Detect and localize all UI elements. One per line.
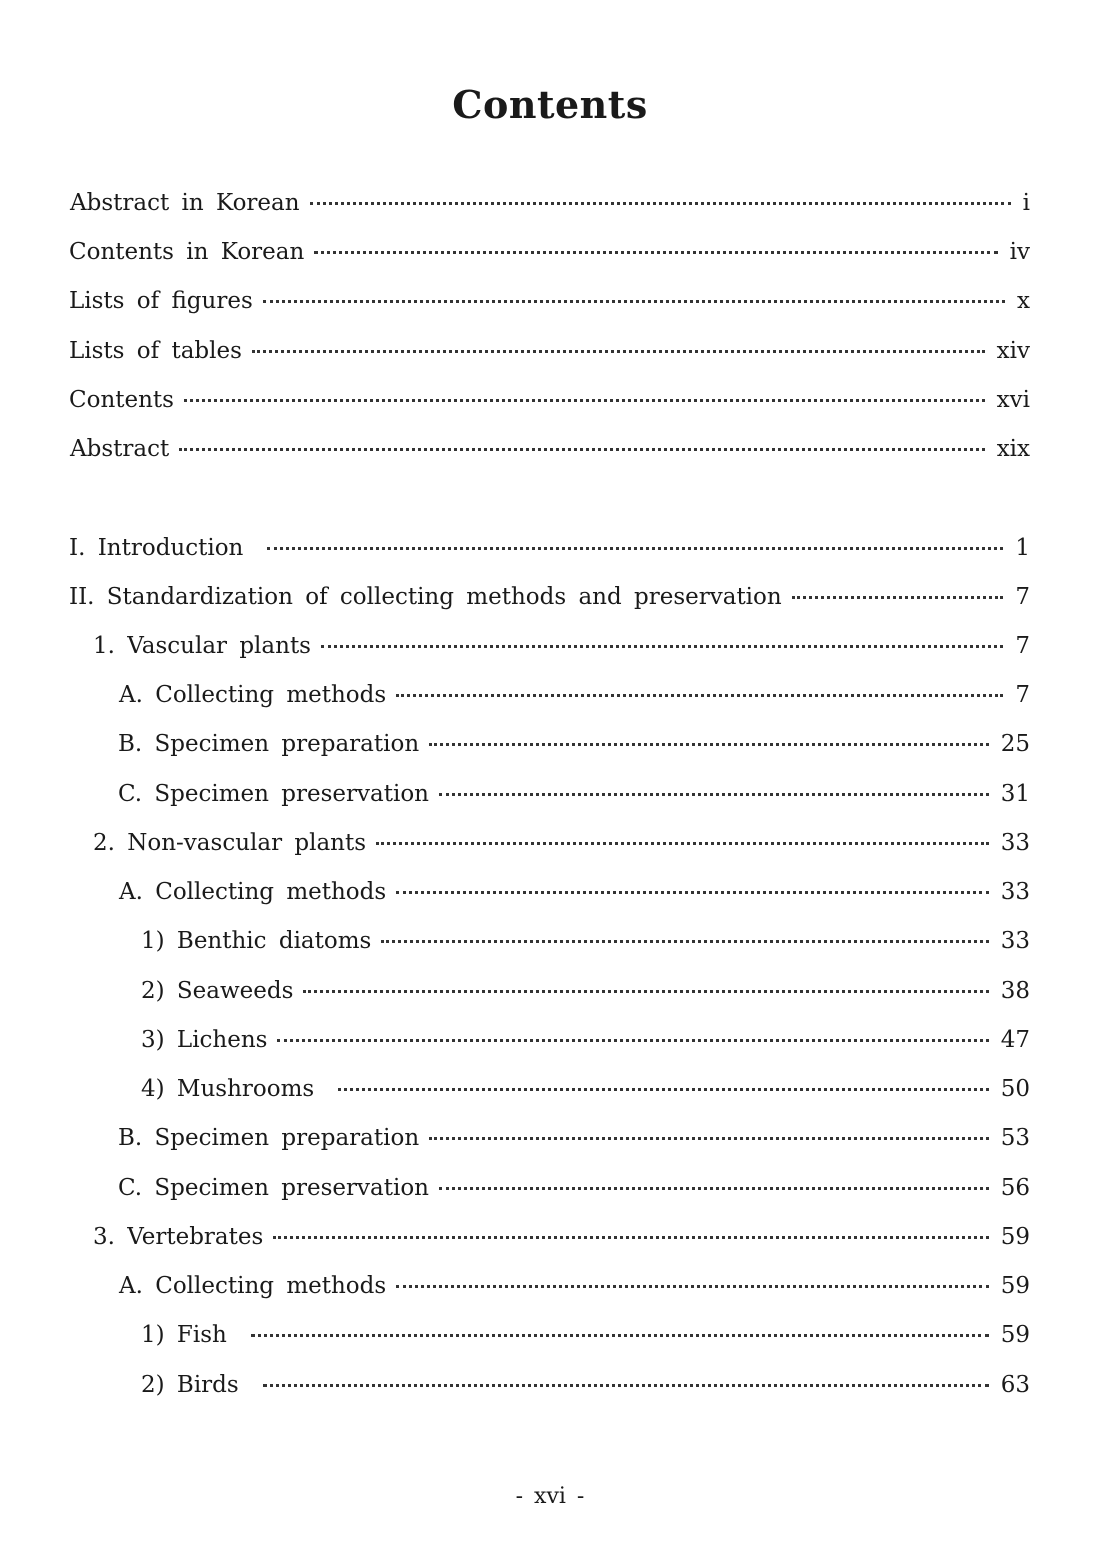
toc-entry-vascular-specimen-preparation[interactable] (118, 724, 1030, 764)
toc-entry-label: Lists of tables (69, 338, 242, 364)
toc-entry-label: C. Specimen preservation (118, 1175, 429, 1201)
toc-entry-page: 33 (1000, 928, 1030, 954)
toc-entry-page: 31 (1000, 781, 1030, 807)
toc-entry-lichens[interactable] (141, 1020, 1030, 1060)
toc-entry-page: 59 (1000, 1322, 1030, 1348)
toc-entry-label: 3. Vertebrates (93, 1224, 264, 1250)
dot-leader (303, 990, 988, 993)
toc-entry-label: Abstract in Korean (70, 190, 300, 216)
toc-entry-mushrooms[interactable] (141, 1069, 1030, 1109)
toc-entry-nonvascular-collecting-methods[interactable] (119, 872, 1030, 912)
toc-entry-label: A. Collecting methods (119, 682, 387, 708)
toc-entry-label: Contents in Korean (69, 239, 305, 265)
toc-entry-vertebrates[interactable] (93, 1217, 1030, 1257)
toc-entry-page: 33 (1000, 830, 1030, 856)
dot-leader (429, 743, 989, 746)
toc-entry-page: xix (996, 436, 1030, 462)
toc-entry-page: 7 (1015, 633, 1030, 659)
toc-entry-label: B. Specimen preparation (118, 1125, 420, 1151)
toc-entry-contents-korean[interactable] (69, 232, 1030, 272)
toc-entry-page: 63 (1000, 1372, 1030, 1398)
toc-entry-label: C. Specimen preservation (118, 781, 429, 807)
toc-entry-vascular-collecting-methods[interactable] (119, 675, 1030, 715)
toc-entry-vertebrates-collecting-methods[interactable] (119, 1266, 1030, 1306)
toc-entry-page: xiv (996, 338, 1030, 364)
toc-entry-label: II. Standardization of collecting methods and preservation (69, 584, 782, 610)
dot-leader (277, 1039, 988, 1042)
toc-entry-page: 53 (1000, 1125, 1030, 1151)
toc-entry-page: 56 (1000, 1175, 1030, 1201)
toc-entry-seaweeds[interactable] (141, 971, 1030, 1011)
dot-leader (321, 645, 1003, 648)
dot-leader (263, 1384, 989, 1387)
dot-leader (310, 202, 1011, 205)
toc-entry-standardization[interactable] (69, 577, 1030, 617)
toc-entry-label: 2) Seaweeds (141, 978, 294, 1004)
toc-entry-label: Abstract (70, 436, 170, 462)
toc-entry-label: 4) Mushrooms (141, 1076, 315, 1102)
toc-entry-page: 59 (1000, 1273, 1030, 1299)
toc-entry-nonvascular-specimen-preservation[interactable] (118, 1168, 1030, 1208)
page-number-footer: - xvi - (515, 1484, 585, 1509)
dot-leader (396, 1285, 989, 1288)
dot-leader (251, 1334, 989, 1337)
toc-entry-page: 47 (1000, 1027, 1030, 1053)
dot-leader (252, 350, 985, 353)
toc-entry-abstract[interactable] (70, 429, 1030, 469)
dot-leader (263, 300, 1005, 303)
toc-entry-label: 3) Lichens (141, 1027, 268, 1053)
toc-entry-label: B. Specimen preparation (118, 731, 420, 757)
toc-entry-label: 1. Vascular plants (93, 633, 311, 659)
toc-entry-benthic-diatoms[interactable] (141, 921, 1030, 961)
toc-entry-page: 25 (1000, 731, 1030, 757)
toc-entry-label: Contents (69, 387, 174, 413)
dot-leader (381, 940, 988, 943)
dot-leader (376, 842, 989, 845)
dot-leader (184, 399, 985, 402)
toc-entry-page: 59 (1000, 1224, 1030, 1250)
toc-entry-label: A. Collecting methods (119, 1273, 387, 1299)
dot-leader (314, 251, 997, 254)
toc-entry-label: A. Collecting methods (119, 879, 387, 905)
toc-entry-lists-of-figures[interactable] (69, 281, 1030, 321)
toc-entry-abstract-korean[interactable] (70, 183, 1030, 223)
dot-leader (429, 1137, 989, 1140)
toc-entry-vascular-specimen-preservation[interactable] (118, 774, 1030, 814)
toc-entry-birds[interactable] (141, 1365, 1030, 1405)
toc-entry-vascular-plants[interactable] (93, 626, 1030, 666)
dot-leader (439, 793, 989, 796)
toc-entry-page: x (1017, 288, 1030, 314)
toc-entry-page: 7 (1015, 682, 1030, 708)
toc-entry-non-vascular-plants[interactable] (93, 823, 1030, 863)
toc-entry-label: 1) Fish (141, 1322, 227, 1348)
dot-leader (273, 1236, 988, 1239)
dot-leader (396, 891, 989, 894)
dot-leader (792, 596, 1004, 599)
toc-entry-label: 2. Non-vascular plants (93, 830, 367, 856)
toc-entry-page: 33 (1000, 879, 1030, 905)
toc-entry-nonvascular-specimen-preparation[interactable] (118, 1118, 1030, 1158)
dot-leader (267, 547, 1003, 550)
dot-leader (338, 1088, 989, 1091)
dot-leader (439, 1187, 989, 1190)
toc-entry-label: Lists of figures (69, 288, 253, 314)
toc-entry-label: I. Introduction (69, 535, 244, 561)
toc-entry-page: 38 (1000, 978, 1030, 1004)
toc-entry-label: 1) Benthic diatoms (141, 928, 372, 954)
toc-entry-contents[interactable] (69, 380, 1030, 420)
dot-leader (396, 694, 1003, 697)
toc-entry-page: iv (1009, 239, 1030, 265)
page-title: Contents (452, 82, 648, 127)
dot-leader (179, 448, 984, 451)
toc-entry-page: i (1022, 190, 1030, 216)
toc-entry-label: 2) Birds (141, 1372, 239, 1398)
toc-entry-page: 1 (1015, 535, 1030, 561)
toc-entry-page: xvi (996, 387, 1030, 413)
toc-entry-page: 7 (1015, 584, 1030, 610)
toc-entry-fish[interactable] (141, 1315, 1030, 1355)
toc-entry-lists-of-tables[interactable] (69, 331, 1030, 371)
toc-entry-page: 50 (1000, 1076, 1030, 1102)
toc-entry-introduction[interactable] (69, 528, 1030, 568)
